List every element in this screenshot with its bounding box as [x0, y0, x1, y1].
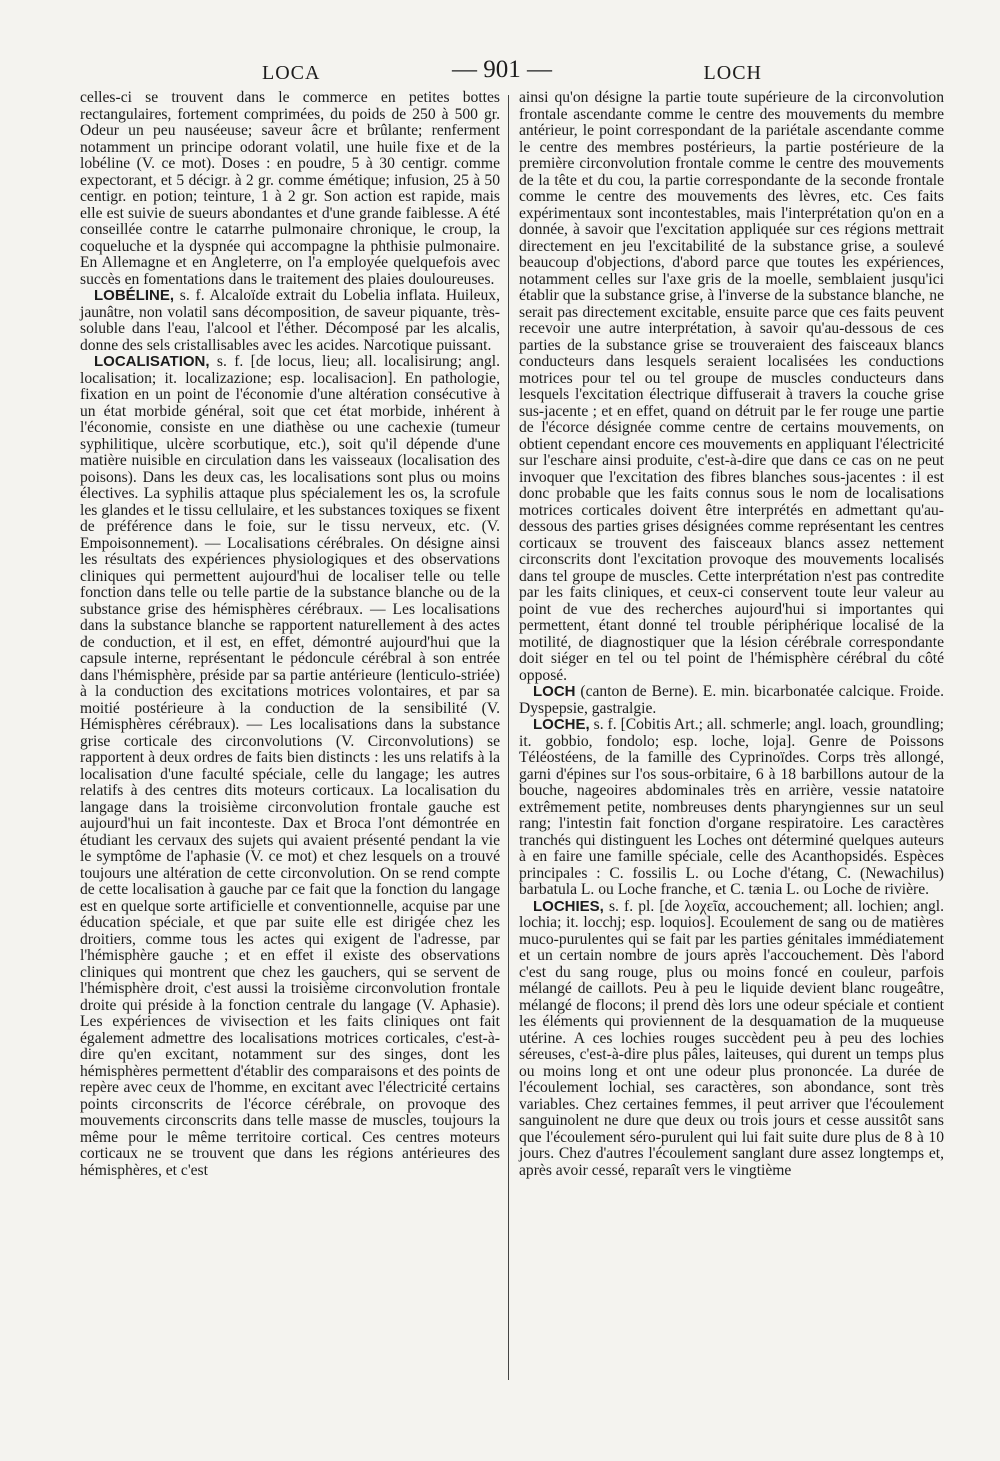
entry-continuation	[519, 90, 944, 684]
entry-text: ainsi qu'on désigne la partie toute supérieure de la circonvolution frontale ascendante comme le centre des mouvements du membre antérieur, le point correspondant de la pariétale ascendante comme le centre des membres postérieurs, la partie postérieure de la première circonvolution frontale comme le centre des mouvements de la tête et du cou, la partie correspondante de la seconde frontale comme le centre des mouvements des lèvres, etc. Ces faits expérimentaux sont incontestables, mais l'interprétation qu'on en a donnée, à savoir que l'excitation appliquée sur ces régions mettrait directement en jeu l'excitabilité de la substance grise, a soulevé beaucoup d'objections, d'abord parce que toutes les expériences, notamment celles sur l'axe gris de la moelle, semblaient jusqu'ici établir que la substance grise, à l'inverse de la substance blanche, ne serait pas directement excitable, ensuite parce que ces faits peuvent recevoir une autre interprétation, à savoir qu'au-dessous de ces parties de la substance grise se trouveraient des faisceaux blancs conducteurs dans lesquels seraient localisées les conductions motrices pour tel ou tel groupe de muscles conducteurs dans lesquels l'excitation électrique diffuserait à travers la couche grise sus-jacente ; et en effet, quand on détruit par le fer rouge une partie de l'écorce désignée comme centre de certains mouvements, on obtient cependant encore ces mouvements en appliquant l'électricité sur l'eschare ainsi produite, c'est-à-dire que dans ce cas on ne peut invoquer que l'excitation des fibres blanches sous-jacentes : il est donc probable que les faits connus sous le nom de localisations motrices corticales doivent être interprétés en admettant qu'au-dessous des parties grises désignées comme représentant les centres corticaux se trouvent des faisceaux blancs assez nettement circonscrits dont l'excitation provoque des mouvements localisés dans tel groupe de muscles. Cette interprétation n'est pas contredite par les faits cliniques, et ceux-ci conservent toute leur valeur au point de vue des recherches aujourd'hui si importantes qui permettent, étant donné tel trouble périphérique localisé de la motilité, de diagnostiquer que la lésion cérébrale correspondante doit siéger en tel ou tel point de l'hémisphère cérébral du côté opposé.	[519, 89, 944, 684]
left-column	[80, 90, 500, 1179]
entry-text: s. f. [Cobitis Art.; all. schmerle; angl. loach, groundling; it. gobbio, fondolo; esp. loche, loja]. Genre de Poissons Téléostéens, de la famille des Cyprinoïdes. Corps très allongé, garni d'épines sur l'os sous-orbitaire, 6 à 18 barbillons autour de la bouche, nageoires abdominales très en arrière, vessie natatoire extrêmement petite, nombreuses dents pharyngiennes sur un seul rang; l'intestin fait fonction d'organe respiratoire. Les caractères tranchés qui distinguent les Loches ont déterminé quelques auteurs à en faire une famille spéciale, celle des Acanthopsidés. Espèces principales : C. fossilis L. ou Loche d'étang, C. (Newachilus) barbatula L. ou Loche franche, et C. tænia L. ou Loche de rivière.	[519, 716, 944, 898]
entry-loche	[519, 717, 944, 899]
entry-text: s. f. Alcaloïde extrait du Lobelia inflata. Huileux, jaunâtre, non volatil sans décomposition, de saveur piquante, très-soluble dans l'eau, l'alcool et l'éther. Décomposé par les alcalis, donne des sels cristallisables avec les acides. Narcotique puissant.	[80, 287, 500, 354]
entry-headword: LOBÉLINE,	[94, 287, 175, 304]
entry-text: s. f. [de locus, lieu; all. localisirung; angl. localisation; it. localizazione; esp. localisacion]. En pathologie, fixation en un point de l'économie d'une altération consécutive à un état morbide général, soit que cet état morbide, inhérent à l'économie, consiste en une diathèse ou une cachexie (tumeur syphilitique, ulcère scorbutique, etc.), soit qu'il dépende d'une matière nuisible en circulation dans les vaisseaux (localisation des poisons). Dans les deux cas, les localisations sont plus ou moins électives. La syphilis attaque plus spécialement les os, la scrofule les glandes et le tissu cellulaire, et les substances toxiques se fixent de préférence dans le foie, sur le tissu nerveux, etc. (V. Empoisonnement). — Localisations cérébrales. On désigne ainsi les résultats des expériences physiologiques et des observations cliniques qui permettent aujourd'hui de localiser telle ou telle fonction dans telle ou telle partie de la substance blanche ou de la substance grise des hémisphères cérébraux. — Les localisations dans la substance blanche se rapportent naturellement à des actes de conduction, et il est, en effet, démontré aujourd'hui que la capsule interne, représentant le pédoncule cérébral à son entrée dans l'hémisphère, préside par sa partie antérieure (lenticulo-striée) à la conduction des excitations motrices volontaires, et par sa moitié postérieure à la conduction de la sensibilité (V. Hémisphères cérébraux). — Les localisations dans la substance grise corticale des circonvolutions (V. Circonvolutions) se rapportent à deux ordres de faits bien distincts : les uns relatifs à la localisation d'une faculté spéciale, celle du langage; les autres relatifs à des centres dits moteurs corticaux. La localisation du langage dans la troisième circonvolution frontale gauche est aujourd'hui un fait inconteste. Dax et Broca l'ont démontrée en étudiant les cervaux des sujets qui avaient présenté pendant la vie le symptôme de l'aphasie (V. ce mot) et chez lesquels on a trouvé toujours une altération de cette circonvolution. On se rend compte de cette localisation à gauche par ce fait que la fonction du langage est en quelque sorte artificielle et conventionnelle, acquise par une éducation spéciale, et que par suite elle est dirigée chez les droitiers, comme tous les actes qui exigent de l'adresse, par l'hémisphère gauche ; et en effet il existe des observations cliniques qui montrent que chez les gauchers, qui se servent de l'hémisphère droit, c'est aussi la troisième circonvolution frontale droite qui préside à la fonction centrale du langage (V. Aphasie). Les expériences de vivisection et les faits cliniques ont fait également admettre des localisations motrices corticales, c'est-à-dire qu'en excitant, notamment sur des singes, dont les hémisphères permettent d'établir des comparaisons et des points de repère avec ceux de l'homme, en excitant avec l'électricité certains points circonscrits de l'écorce cérébrale, on provoque des mouvements circonscrits dans telle masse de muscles, toujours la même pour le même territoire cortical. Ces centres moteurs corticaux ne se trouvent que dans les régions antérieures des hémisphères, et c'est	[80, 353, 500, 1179]
right-column	[519, 90, 944, 1179]
entry-headword: LOCHE,	[533, 716, 590, 733]
page-number: — 901 —	[452, 56, 552, 83]
entry-text: celles-ci se trouvent dans le commerce en petites bottes rectangulaires, fortement comprimées, du poids de 250 à 500 gr. Odeur un peu nauséeuse; saveur âcre et brûlante; renferment notamment un principe odorant volatil, une huile fixe et de la lobéline (V. ce mot). Doses : en poudre, 5 à 30 centigr. comme expectorant, et 5 décigr. à 2 gr. comme émétique; infusion, 25 à 50 centigr. en potion; teinture, 1 à 2 gr. Son action est rapide, mais elle est suivie de sueurs abondantes et d'une grande faiblesse. A été conseillée contre le catarrhe pulmonaire chronique, le croup, la coqueluche et la dyspnée qui accompagne la phthisie pulmonaire. En Allemagne et en Angleterre, on l'a employée quelquefois avec succès en fomentations dans le traitement des plaies douloureuses.	[80, 89, 500, 288]
entry-headword: LOCH	[533, 683, 576, 700]
running-header	[62, 56, 938, 90]
entry-lobeline	[80, 288, 500, 354]
entry-headword: LOCHIES,	[533, 897, 604, 915]
entry-localisation	[80, 354, 500, 1179]
column-divider	[508, 95, 509, 1380]
entry-text: s. f. pl. [de λοχεῖα, accouchement; all. lochien; angl. lochia; it. locchj; esp. loquios]. Ecoulement de sang ou de matières muco-purulentes qui se fait par les parties génitales immédiatement et un certain nombre de jours après l'accouchement. Dès l'abord c'est du sang rouge, plus ou moins foncé en couleur, parfois mélangé de caillots. Peu à peu le liquide devient blanc rougeâtre, mélangé de flocons; il prend dès lors une odeur spéciale et contient les éléments qui proviennent de la desquamation de la muqueuse utérine. A ces lochies rouges succèdent peu à peu des lochies séreuses, c'est-à-dire plus pâles, laiteuses, qui durent un temps plus ou moins long et ont une odeur plus prononcée. La durée de l'écoulement lochial, ses caractères, son abondance, sont très variables. Chez certaines femmes, il peut arriver que l'écoulement sanguinolent ne dure que deux ou trois jours et cesse aussitôt sans que l'écoulement séro-purulent qui lui fait suite dure plus de 8 à 10 jours. Chez d'autres l'écoulement sanglant dure assez longtemps et, après avoir cessé, reparaît vers le vingtième	[519, 897, 944, 1179]
entry-loch	[519, 684, 944, 717]
entry-continuation	[80, 90, 500, 288]
header-left-guideword: LOCA	[262, 62, 321, 84]
entry-lochies	[519, 899, 944, 1180]
entry-text: (canton de Berne). E. min. bicarbonatée calcique. Froide. Dyspepsie, gastralgie.	[519, 683, 944, 717]
entry-headword: LOCALISATION,	[94, 353, 210, 370]
header-right-guideword: LOCH	[703, 62, 762, 84]
